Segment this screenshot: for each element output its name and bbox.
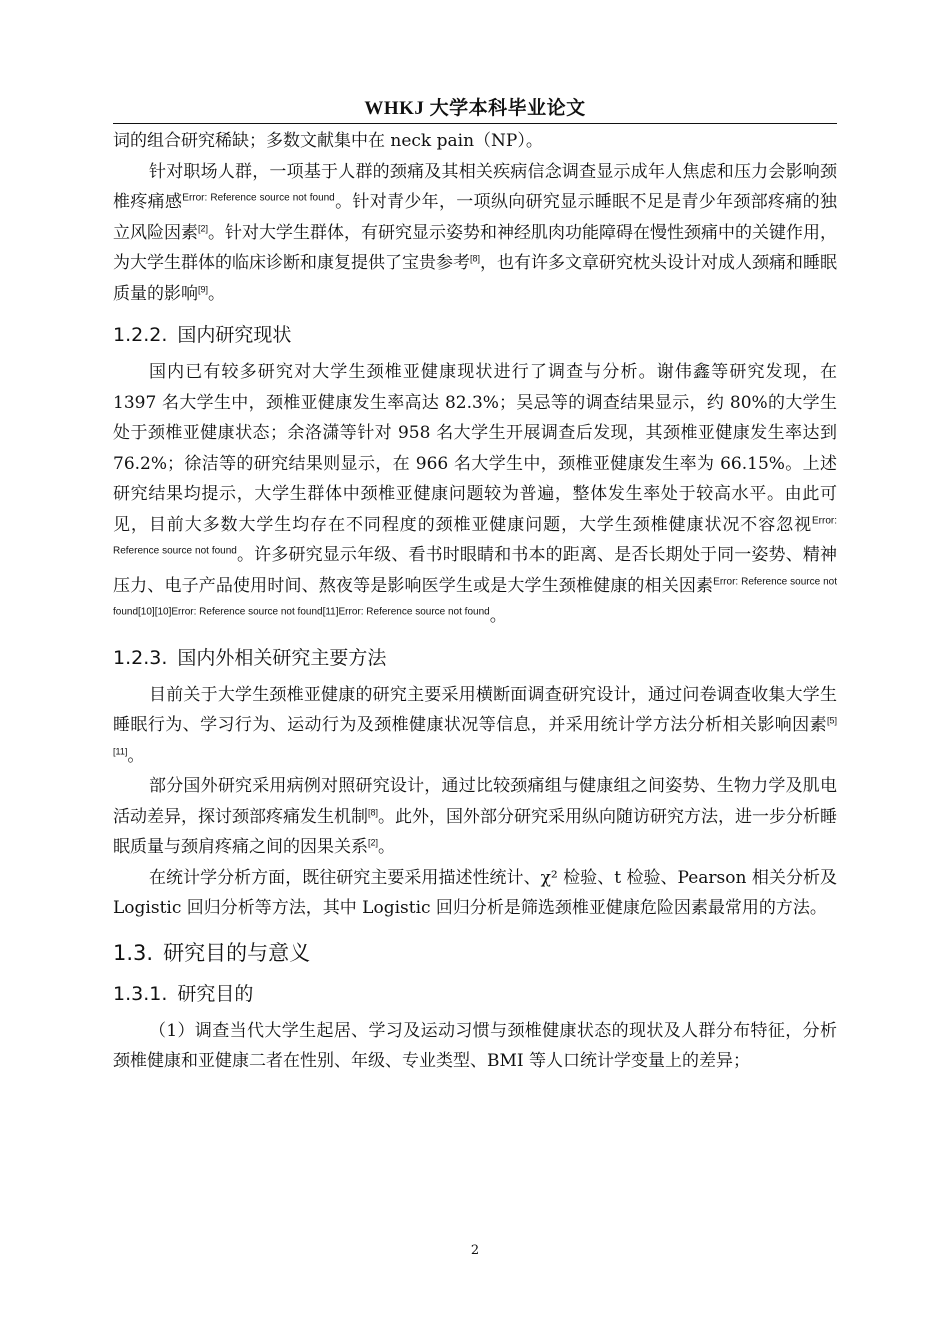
paragraph-1: 词的组合研究稀缺；多数文献集中在 neck pain（NP）。 xyxy=(113,131,543,151)
text-run: 。 xyxy=(489,606,507,626)
paragraph-6: 在统计学分析方面，既往研究主要采用描述性统计、χ² 检验、t 检验、Pearson 相关分析及 Logistic 回归分析等方法，其中 Logistic 回归分析是筛选颈椎亚健康危险因素最常用的方法。 xyxy=(113,867,837,918)
text-run: 。许多研究显示年级、看书时眼睛和书本的距离、是否长期处于同一姿势、精神压力、电子产品使用时间、熬夜等是影响医学生或是大学生颈椎健康的相关因素 xyxy=(113,545,837,596)
section-title: 国内研究现状 xyxy=(177,324,292,346)
citation: [2] xyxy=(198,222,209,233)
paragraph-4 xyxy=(113,680,837,772)
paragraph-3 xyxy=(113,357,837,632)
text-run: 。 xyxy=(208,283,226,304)
citation: [8] xyxy=(470,253,481,264)
text-run: 。 xyxy=(378,837,396,857)
text-run: 国内已有较多研究对大学生颈椎亚健康现状进行了调查与分析。谢伟鑫等研究发现，在 1397 名大学生中，颈椎亚健康发生率高达 82.3%；吴忌等的调查结果显示，约 80%的大学生处于颈椎亚健康状态；余洛潇等针对 958 名大学生开展调查后发现，其颈椎亚健康发生率达到 76.2%；徐洁等的研究结果则显示，在 966 名大学生中，颈椎亚健康发生率为 66.15%。上述研究结果均提示，大学生群体中颈椎亚健康问题较为普遍，整体发生率处于较高水平。由此可见，目前大多数大学生均存在不同程度的颈椎亚健康问题，大学生颈椎健康状况不容忽视 xyxy=(113,362,837,535)
section-number: 1.2.2. xyxy=(113,324,168,346)
section-heading-1-2-3 xyxy=(113,644,837,672)
header-rule xyxy=(113,123,837,124)
text-run: 。此外，国外部分研究采用纵向随访研究方法，进一步分析睡眠质量与颈肩疼痛之间的因果关系 xyxy=(113,806,838,857)
page-header: WHKJ 大学本科毕业论文 xyxy=(364,98,586,119)
section-number: 1.2.3. xyxy=(113,646,168,669)
text-run: 部分国外研究采用病例对照研究设计，通过比较颈痛组与健康组之间姿势、生物力学及肌电活动差异，探讨颈部疼痛发生机制 xyxy=(113,776,837,827)
reference-error: Error: Reference source not found[10][10]Error: Reference source not found[11]Error: Reference source not found xyxy=(113,575,838,618)
text-run: 目前关于大学生颈椎亚健康的研究主要采用横断面调查研究设计，通过问卷调查收集大学生睡眠行为、学习行为、运动行为及颈椎健康状况等信息，并采用统计学方法分析相关影响因素 xyxy=(113,684,837,735)
paragraph-7: （1）调查当代大学生起居、学习及运动习惯与颈椎健康状态的现状及人群分布特征，分析颈椎健康和亚健康二者在性别、年级、专业类型、BMI 等人口统计学变量上的差异； xyxy=(113,1020,837,1071)
reference-error: Error: Reference source not found xyxy=(182,192,335,204)
section-heading-1-3 xyxy=(113,938,837,968)
section-number: 1.3.1. xyxy=(113,982,168,1005)
section-heading-1-2-2 xyxy=(113,321,837,349)
reference-error: Error: Reference source not found xyxy=(113,514,837,557)
section-title: 研究目的与意义 xyxy=(163,940,311,965)
text-run: 。针对大学生群体，有研究显示姿势和神经肌肉功能障碍在慢性颈痛中的关键作用，为大学生群体的临床诊断和康复提供了宝贵参考 xyxy=(113,222,838,273)
text-run: 。针对青少年，一项纵向研究显示睡眠不足是青少年颈部疼痛的独立风险因素 xyxy=(113,192,837,243)
citation: [8] xyxy=(368,806,379,817)
text-run: 。 xyxy=(127,745,145,766)
page-number: 2 xyxy=(470,1243,480,1258)
citation: [9] xyxy=(198,283,209,294)
citation: [2] xyxy=(368,837,379,848)
text-run: ，也有许多文章研究枕头设计对成人颈痛和睡眠质量的影响 xyxy=(113,253,838,304)
paragraph-2 xyxy=(113,157,837,310)
section-number: 1.3. xyxy=(113,940,154,965)
section-title: 研究目的 xyxy=(177,982,254,1005)
citation: [5][11] xyxy=(113,715,837,756)
document-body xyxy=(113,126,837,1077)
text-run: 针对职场人群，一项基于人群的颈痛及其相关疾病信念调查显示成年人焦虑和压力会影响颈椎疼痛感 xyxy=(113,161,837,212)
section-heading-1-3-1 xyxy=(113,980,837,1008)
paragraph-5 xyxy=(113,771,837,863)
section-title: 国内外相关研究主要方法 xyxy=(177,646,387,669)
